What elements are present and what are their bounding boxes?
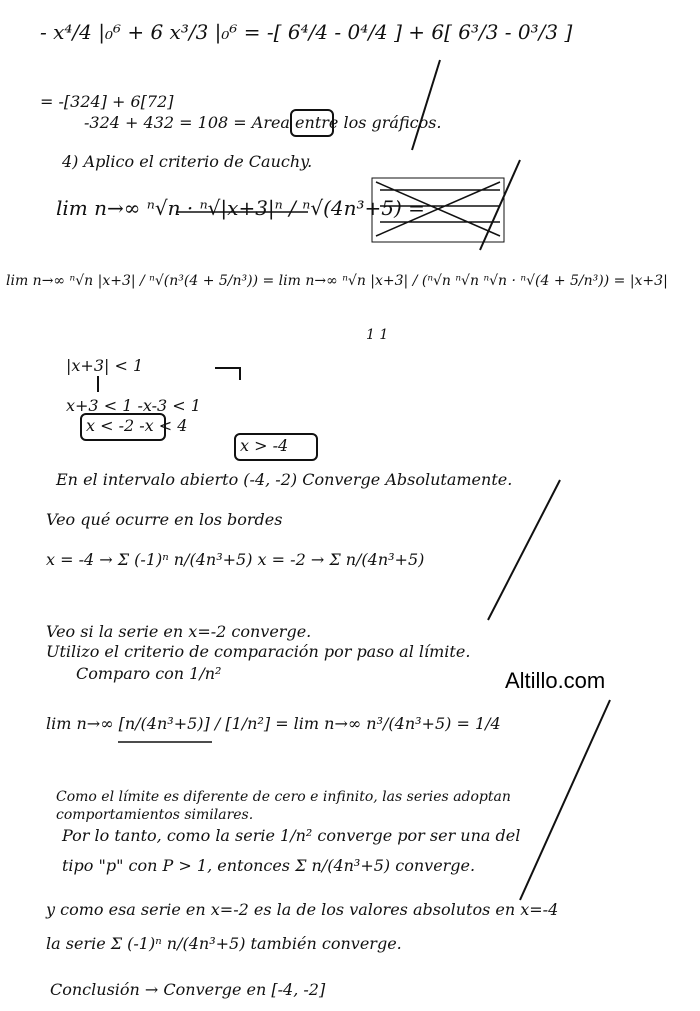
cauchy-limit-expression: lim n→∞ ⁿ√n · ⁿ√|x+3|ⁿ / ⁿ√(4n³+5) = [56,196,425,220]
scribbled-out-region [372,178,504,242]
compare-with-line: Comparo con 1/n² [76,664,222,683]
cauchy-limit-simplification: lim n→∞ ⁿ√n |x+3| / ⁿ√(n³(4 + 5/n³)) = lim n→∞ ⁿ√n |x+3| / (ⁿ√n ⁿ√n ⁿ√n · ⁿ√(4 + 5/n³)) = |x+3| [6,273,668,289]
absolute-values-line: y como esa serie en x=-2 es la de los valores absolutos en x=-4 [46,900,559,919]
correction-stroke [488,480,560,620]
area-result-line: -324 + 432 = 108 = Area entre los gráficos. [84,113,442,132]
watermark: Altillo.com [505,668,606,693]
scribble-strokes [376,182,500,236]
inequality-left-result: x < -2 -x < 4 [86,416,188,435]
cauchy-limit-ones: 1 1 [366,327,389,343]
area-substitution-line: = -[324] + 6[72] [40,92,174,111]
final-conclusion: Conclusión → Converge en [-4, -2] [50,980,326,999]
inequality-right-result: x > -4 [240,436,289,455]
correction-stroke [480,160,520,250]
cauchy-criterion-heading: 4) Aplico el criterio de Cauchy. [62,152,313,171]
alternating-series-line: la serie Σ (-1)ⁿ n/(4n³+5) también converge. [46,934,402,953]
limit-interpretation-line-2: comportamientos similares. [56,807,254,823]
p-series-line-1: Por lo tanto, como la serie 1/n² converge por ser una del [62,826,521,845]
area-computation-line: - x⁴/4 |₀⁶ + 6 x³/3 |₀⁶ = -[ 6⁴/4 - 0⁴/4 ] + 6[ 6³/3 - 0³/3 ] [40,20,573,44]
endpoint-series: x = -4 → Σ (-1)ⁿ n/(4n³+5) x = -2 → Σ n/(4n³+5) [46,550,425,569]
comparison-limit: lim n→∞ [n/(4n³+5)] / [1/n²] = lim n→∞ n³/(4n³+5) = 1/4 [46,714,501,733]
convergence-condition: |x+3| < 1 [66,356,144,375]
p-series-line-2: tipo "p" con P > 1, entonces Σ n/(4n³+5) converge. [62,856,476,875]
arrow-icon [215,368,240,380]
inequality-split: x+3 < 1 -x-3 < 1 [66,396,201,415]
check-series-line: Veo si la serie en x=-2 converge. [46,622,312,641]
open-interval-conclusion: En el intervalo abierto (-4, -2) Converge Absolutamente. [56,470,513,489]
limit-interpretation-line-1: Como el límite es diferente de cero e infinito, las series adoptan [56,789,511,805]
endpoints-heading: Veo qué ocurre en los bordes [46,510,283,529]
correction-stroke [412,60,440,150]
comparison-test-line: Utilizo el criterio de comparación por paso al límite. [46,642,471,661]
correction-stroke [520,700,610,900]
